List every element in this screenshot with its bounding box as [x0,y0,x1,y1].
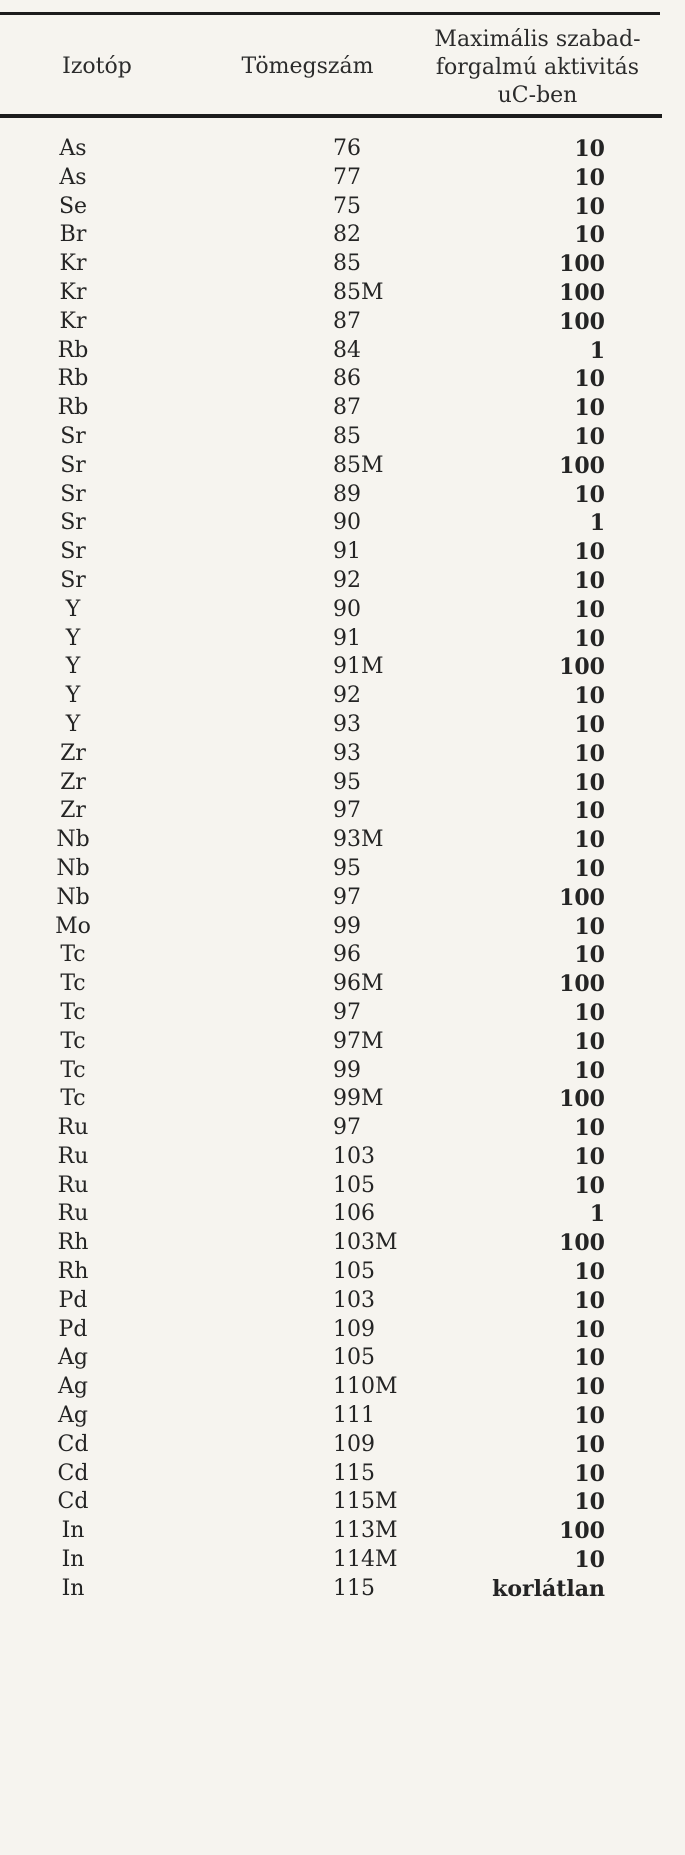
max-activity-cell: 10 [574,1489,605,1516]
isotope-cell: Kr [59,308,87,334]
max-activity-cell: 10 [574,193,605,220]
mass-number-cell: 92 [333,683,361,709]
mass-number-cell: 103 [333,1143,375,1169]
mass-number-cell: 85 [333,423,361,449]
mass-number-cell: 97 [333,884,361,910]
mass-number-cell: 110M [333,1374,398,1400]
max-activity-cell: 10 [574,942,605,969]
table-row [0,826,685,855]
max-activity-cell: korlátlan [492,1575,605,1602]
isotope-cell: Zr [60,740,86,766]
max-activity-cell: 10 [574,1374,605,1401]
isotope-cell: Ru [57,1201,89,1227]
table-row [0,1200,685,1229]
table-row [0,682,685,711]
mass-number-cell: 87 [333,308,361,334]
isotope-cell: Sr [60,567,86,593]
header-max-activity-line3: uC-ben [497,83,578,108]
isotope-cell: Sr [60,510,86,536]
isotope-cell: Tc [60,942,86,968]
isotope-cell: Rb [57,337,89,363]
max-activity-cell: 10 [574,1431,605,1458]
table-row [0,538,685,567]
table-row [0,1028,685,1057]
mass-number-cell: 99 [333,913,361,939]
mass-number-cell: 89 [333,481,361,507]
max-activity-cell: 10 [574,222,605,249]
table-body [0,135,685,1604]
max-activity-cell: 10 [574,1316,605,1343]
isotope-cell: Sr [60,539,86,565]
mass-number-cell: 76 [333,136,361,161]
max-activity-cell: 10 [574,1143,605,1170]
table-row [0,769,685,798]
isotope-cell: In [61,1547,85,1573]
max-activity-cell: 10 [574,1403,605,1430]
max-activity-cell: 10 [574,1547,605,1574]
max-activity-cell: 100 [559,884,605,911]
max-activity-cell: 10 [574,999,605,1026]
table-row [0,1488,685,1517]
header-max-activity [405,26,670,110]
max-activity-cell: 10 [574,711,605,738]
isotope-cell: As [59,164,87,190]
mass-number-cell: 95 [333,769,361,795]
isotope-cell: Y [65,596,81,622]
max-activity-cell: 10 [574,395,605,422]
max-activity-cell: 10 [574,740,605,767]
table-row [0,1143,685,1172]
table-row [0,1517,685,1546]
isotope-cell: Tc [60,1028,86,1054]
mass-number-cell: 86 [333,366,361,392]
table-row [0,1258,685,1287]
mass-number-cell: 105 [333,1172,375,1198]
table-row [0,1114,685,1143]
table-row [0,279,685,308]
max-activity-cell: 10 [574,798,605,825]
table-row [0,797,685,826]
max-activity-cell: 100 [559,654,605,681]
mass-number-cell: 91M [333,654,384,680]
mass-number-cell: 97 [333,1115,361,1141]
max-activity-cell: 10 [574,423,605,450]
max-activity-cell: 1 [589,510,605,537]
max-activity-cell: 100 [559,1230,605,1257]
isotope-cell: Mo [55,913,91,939]
max-activity-cell: 10 [574,567,605,594]
isotope-cell: As [59,136,87,161]
mass-number-cell: 97 [333,999,361,1025]
table-row [0,423,685,452]
table-row [0,999,685,1028]
mass-number-cell: 95 [333,855,361,881]
mass-number-cell: 84 [333,337,361,363]
mass-number-cell: 97 [333,798,361,824]
max-activity-cell: 100 [559,279,605,306]
max-activity-cell: 10 [574,1460,605,1487]
max-activity-cell: 100 [559,251,605,278]
table-row [0,1344,685,1373]
mass-number-cell: 113M [333,1518,398,1544]
table-row [0,1172,685,1201]
isotope-cell: Sr [60,423,86,449]
isotope-cell: Nb [56,827,90,853]
mass-number-cell: 91 [333,539,361,565]
isotope-cell: Cd [57,1460,89,1486]
table-row [0,365,685,394]
isotope-cell: Y [65,683,81,709]
isotope-cell: Pd [58,1287,88,1313]
table-row [0,740,685,769]
table-row [0,1316,685,1345]
max-activity-cell: 1 [589,1201,605,1228]
table-row [0,509,685,538]
isotope-cell: In [61,1575,85,1601]
table-row [0,1373,685,1402]
isotope-cell: Nb [56,855,90,881]
mass-number-cell: 115 [333,1460,375,1486]
table-row [0,164,685,193]
mass-number-cell: 103 [333,1287,375,1313]
mass-number-cell: 105 [333,1259,375,1285]
isotope-cell: Cd [57,1489,89,1515]
isotope-cell: Ru [57,1143,89,1169]
header-mass-number: Tömegszám [241,54,374,79]
table-row [0,1057,685,1086]
max-activity-cell: 10 [574,481,605,508]
max-activity-cell: 10 [574,625,605,652]
mass-number-cell: 109 [333,1431,375,1457]
mass-number-cell: 87 [333,395,361,421]
isotope-cell: Zr [60,798,86,824]
mass-number-cell: 93M [333,827,384,853]
table-row [0,970,685,999]
max-activity-cell: 100 [559,1518,605,1545]
mass-number-cell: 114M [333,1547,398,1573]
isotope-cell: Y [65,711,81,737]
mass-number-cell: 90 [333,596,361,622]
isotope-cell: Tc [60,971,86,997]
isotope-cell: Pd [58,1316,88,1342]
isotope-cell: Zr [60,769,86,795]
max-activity-cell: 100 [559,971,605,998]
table-row [0,135,685,164]
table-row [0,1085,685,1114]
max-activity-cell: 10 [574,164,605,191]
table-row [0,596,685,625]
table-row [0,1546,685,1575]
max-activity-cell: 10 [574,769,605,796]
table-row [0,567,685,596]
max-activity-cell: 10 [574,1057,605,1084]
isotope-cell: Ag [58,1374,88,1400]
max-activity-cell: 10 [574,136,605,162]
max-activity-cell: 10 [574,1259,605,1286]
max-activity-cell: 10 [574,1028,605,1055]
mass-number-cell: 91 [333,625,361,651]
mass-number-cell: 99M [333,1086,384,1112]
max-activity-cell: 10 [574,596,605,623]
table-row [0,394,685,423]
table-row [0,625,685,654]
max-activity-cell: 100 [559,452,605,479]
max-activity-cell: 10 [574,1172,605,1199]
table-row [0,884,685,913]
isotope-cell: Ru [57,1172,89,1198]
isotope-cell: Tc [60,999,86,1025]
mass-number-cell: 85M [333,452,384,478]
mass-number-cell: 93 [333,740,361,766]
mass-number-cell: 92 [333,567,361,593]
table-row [0,941,685,970]
table-row [0,711,685,740]
isotope-cell: Tc [60,1086,86,1112]
table-row [0,855,685,884]
table-row [0,1460,685,1489]
table-row [0,337,685,366]
max-activity-cell: 10 [574,827,605,854]
isotope-cell: Cd [57,1431,89,1457]
max-activity-cell: 10 [574,539,605,566]
table-row [0,913,685,942]
mass-number-cell: 99 [333,1057,361,1083]
table-header-rule [0,114,662,118]
max-activity-cell: 10 [574,913,605,940]
isotope-cell: Rh [57,1230,89,1256]
max-activity-cell: 10 [574,683,605,710]
max-activity-cell: 10 [574,1345,605,1372]
isotope-cell: Nb [56,884,90,910]
mass-number-cell: 85M [333,279,384,305]
mass-number-cell: 93 [333,711,361,737]
isotope-cell: Br [59,222,87,248]
table-row [0,1431,685,1460]
isotope-cell: Kr [59,279,87,305]
table-row [0,1287,685,1316]
mass-number-cell: 103M [333,1230,398,1256]
table-row [0,250,685,279]
table-row [0,1402,685,1431]
mass-number-cell: 90 [333,510,361,536]
mass-number-cell: 109 [333,1316,375,1342]
mass-number-cell: 115 [333,1575,375,1601]
mass-number-cell: 77 [333,164,361,190]
isotope-cell: Y [65,654,81,680]
table-row [0,481,685,510]
isotope-cell: Kr [59,251,87,277]
isotope-cell: Rh [57,1259,89,1285]
isotope-cell: Tc [60,1057,86,1083]
mass-number-cell: 115M [333,1489,398,1515]
isotope-cell: Ag [58,1345,88,1371]
mass-number-cell: 111 [333,1403,375,1429]
table-row [0,221,685,250]
mass-number-cell: 82 [333,222,361,248]
max-activity-cell: 1 [589,337,605,364]
isotope-cell: Sr [60,481,86,507]
mass-number-cell: 97M [333,1028,384,1054]
table-row [0,452,685,481]
isotope-cell: Rb [57,395,89,421]
table-row [0,308,685,337]
table-row [0,1229,685,1258]
table-top-rule [0,12,660,15]
max-activity-cell: 100 [559,308,605,335]
isotope-cell: Rb [57,366,89,392]
mass-number-cell: 96 [333,942,361,968]
isotope-cell: Y [65,625,81,651]
header-max-activity-line1: Maximális szabad- [434,27,641,52]
table-row [0,653,685,682]
max-activity-cell: 10 [574,1115,605,1142]
max-activity-cell: 10 [574,366,605,393]
max-activity-cell: 10 [574,1287,605,1314]
max-activity-cell: 10 [574,855,605,882]
mass-number-cell: 96M [333,971,384,997]
mass-number-cell: 85 [333,251,361,277]
isotope-cell: Se [58,193,88,219]
table-row [0,193,685,222]
mass-number-cell: 105 [333,1345,375,1371]
isotope-cell: Ru [57,1115,89,1141]
header-isotope: Izotóp [62,54,132,79]
isotope-cell: Sr [60,452,86,478]
isotope-cell: In [61,1518,85,1544]
max-activity-cell: 100 [559,1086,605,1113]
isotope-cell: Ag [58,1403,88,1429]
table-row [0,1575,685,1604]
mass-number-cell: 75 [333,193,361,219]
mass-number-cell: 106 [333,1201,375,1227]
header-max-activity-line2: forgalmú aktivitás [435,55,640,80]
